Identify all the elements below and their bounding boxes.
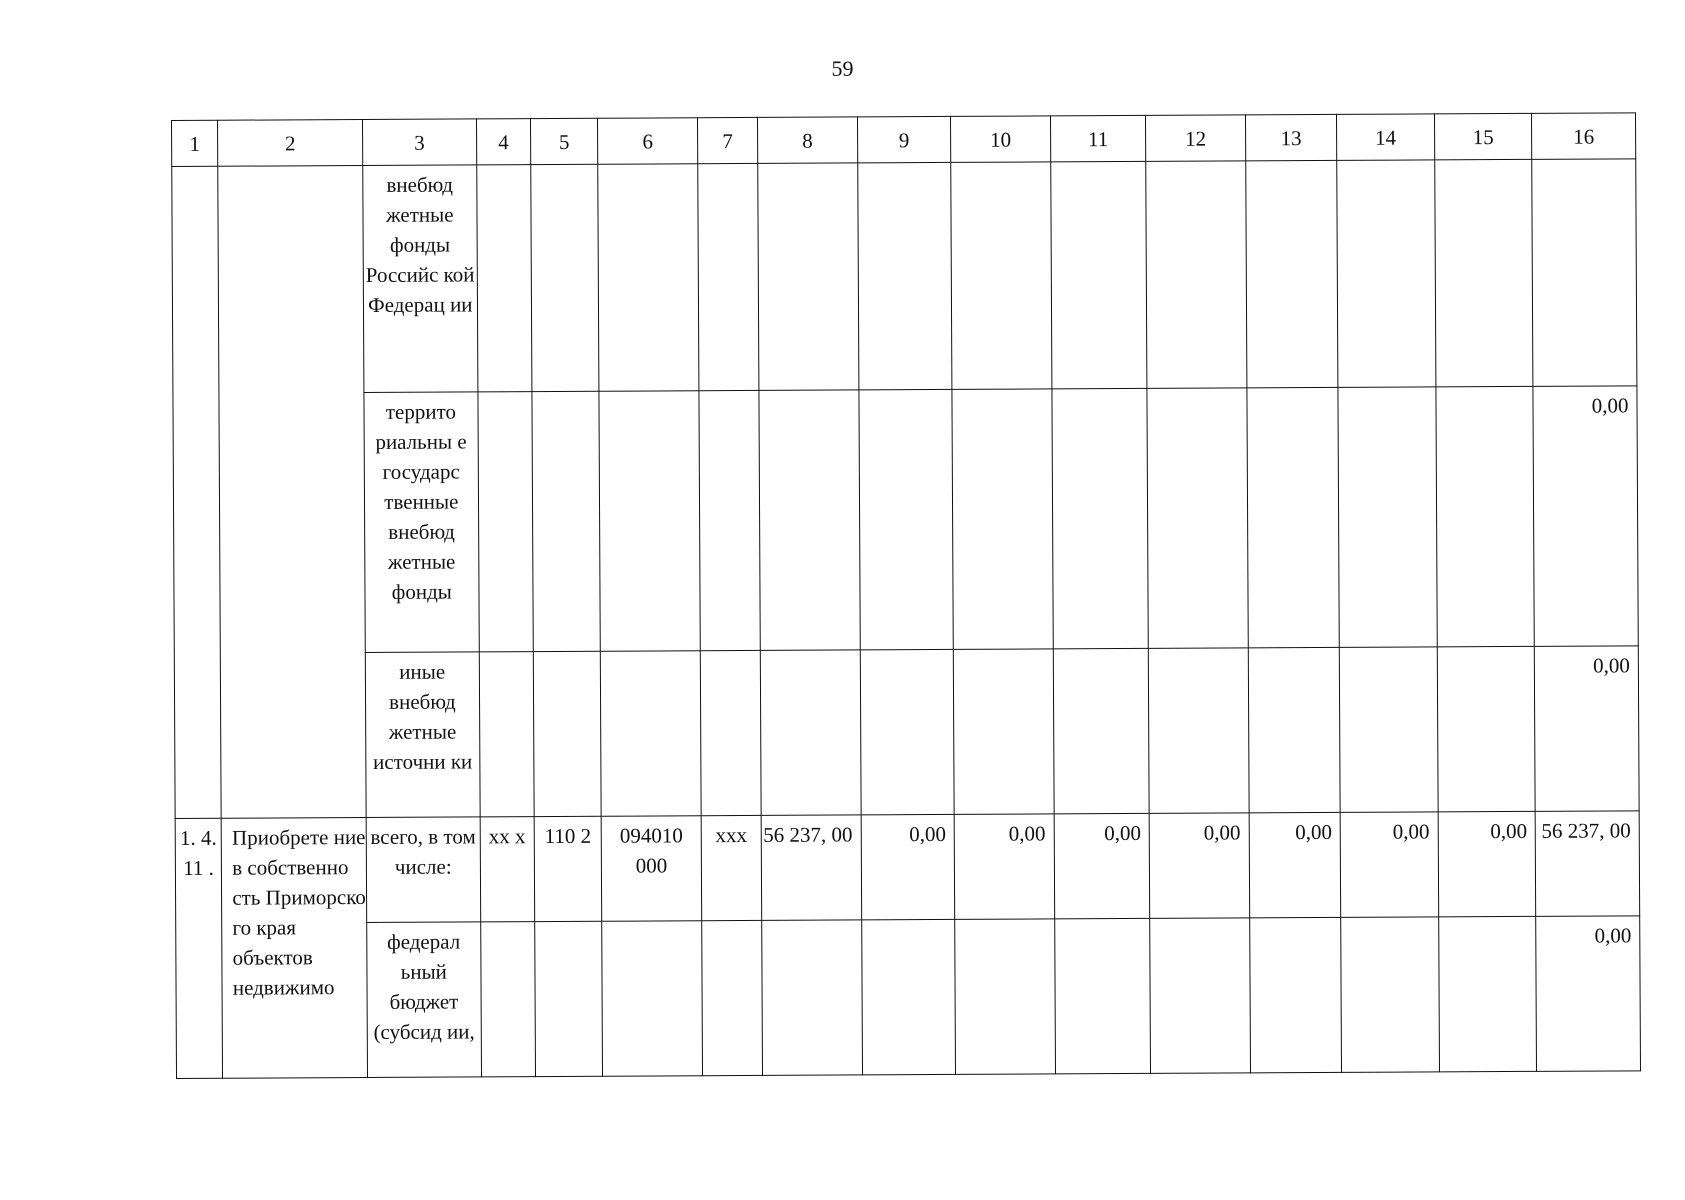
- table-row: [173, 386, 1638, 654]
- value-cell: 0,00: [1149, 813, 1249, 919]
- funding-source-cell: внебюд жетные фонды Российс кой Федерац ии: [363, 165, 478, 393]
- header-cell: 7: [697, 117, 758, 163]
- value-cell: 0,00: [1054, 813, 1150, 918]
- header-cell: 10: [951, 116, 1051, 163]
- header-cell: 4: [476, 119, 531, 165]
- header-cell: 14: [1337, 114, 1435, 161]
- header-cell: 13: [1245, 114, 1337, 160]
- funding-source-cell: федерал ьный бюджет (субсид ии,: [367, 922, 481, 1078]
- header-cell: 11: [1050, 115, 1146, 161]
- table-row: [175, 811, 1640, 924]
- value-cell: 0,00: [1533, 386, 1638, 647]
- header-cell: 12: [1146, 115, 1246, 162]
- value-cell: 56 237, 00: [1535, 811, 1639, 917]
- budget-table: [171, 112, 1641, 1079]
- value-cell: 56 237, 00: [761, 815, 861, 921]
- value-cell: 0,00: [1438, 811, 1536, 917]
- header-cell: 15: [1434, 113, 1532, 160]
- table-row: [172, 159, 1637, 394]
- header-row: [172, 113, 1636, 167]
- item-name-cell: Приобрете ние в собственно сть Приморско го края объектов недвижимо: [221, 817, 367, 1078]
- header-cell: 16: [1532, 113, 1636, 160]
- header-cell: 6: [598, 118, 698, 165]
- header-cell: 3: [363, 119, 477, 166]
- value-cell: 0,00: [861, 814, 955, 919]
- table-row: [176, 916, 1641, 1079]
- value-cell: 0,00: [1340, 812, 1438, 918]
- funding-source-cell: иные внебюд жетные источни ки: [365, 652, 479, 818]
- header-cell: 9: [857, 116, 951, 162]
- number-cell-empty: [172, 166, 222, 818]
- value-cell: [1532, 159, 1637, 387]
- value-cell: 0,00: [1249, 812, 1341, 917]
- value-cell: xxx: [701, 815, 762, 920]
- table-row: [174, 646, 1639, 819]
- header-cell: 2: [218, 119, 363, 166]
- value-cell: 0,00: [1535, 646, 1640, 812]
- header-cell: 1: [172, 120, 218, 166]
- item-number-cell: 1. 4. 11 .: [175, 818, 223, 1078]
- value-cell: 110 2: [534, 816, 602, 921]
- name-cell-empty: [218, 165, 366, 818]
- value-cell: 094010 000: [601, 816, 701, 922]
- funding-source-cell: террито риальны е государс твенные внебюд жетные фонды: [364, 392, 479, 653]
- header-cell: 8: [758, 117, 858, 164]
- value-cell: 0,00: [1536, 916, 1640, 1072]
- value-cell: xx x: [480, 817, 535, 922]
- funding-source-cell: всего, в том числе:: [366, 817, 480, 923]
- page-number: 59: [831, 56, 854, 81]
- header-cell: 5: [530, 118, 598, 164]
- value-cell: 0,00: [954, 814, 1054, 920]
